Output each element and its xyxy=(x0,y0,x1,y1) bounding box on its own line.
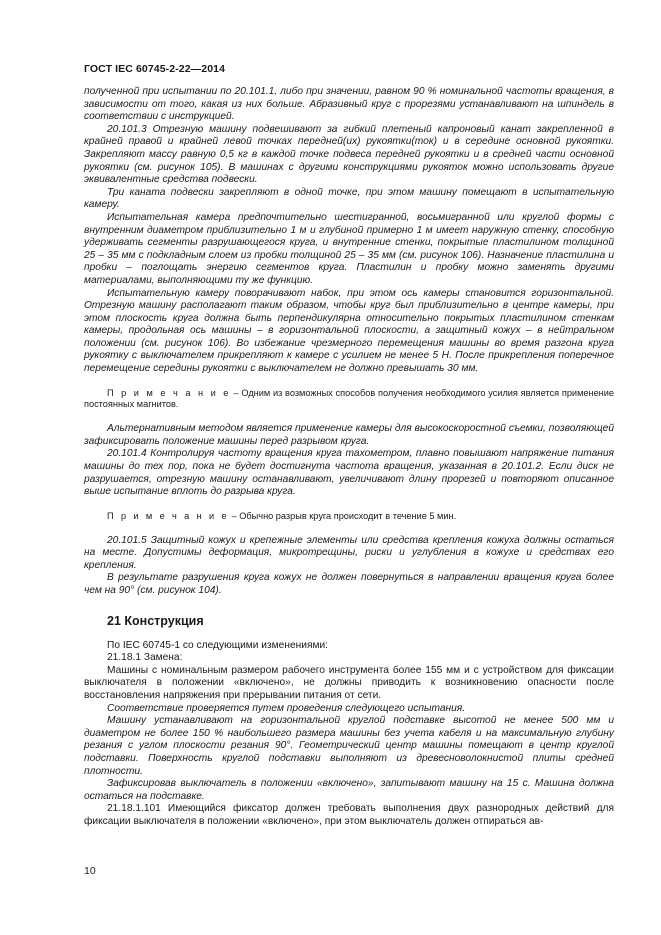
paragraph-21-18-1-101: 21.18.1.101 Имеющийся фиксатор должен требовать выполнения двух разнородных действий для фиксации выключателя в положении «включено», при этом выключатель должен отпираться ав- xyxy=(84,803,614,827)
paragraph: По IEC 60745-1 со следующими изменениями: xyxy=(107,639,328,651)
note-label: П р и м е ч а н и е xyxy=(107,387,231,398)
paragraph: Альтернативным методом является применение камеры для высокоскоростной съемки, позволяющей зафиксировать положение машины перед разрывом круга. xyxy=(84,423,614,447)
paragraph-20-101-3: 20.101.3 Отрезную машину подвешивают за гибкий плетеный капроновый канат закрепленной в крайней правой и крайней левой точках передней(их) рукоятки(ток) и в середине основной рукоятки. Закрепляют массу равную 0,5 кг в каждой точке подвеса передней рукоятки и в средней части основной рукоятки (см. рисунок 105). В машинах с другими конструкциями рукояток можно использовать другие эквивалентные средства подвески. xyxy=(84,123,614,186)
page-content xyxy=(84,86,614,828)
document-header: ГОСТ IEC 60745-2-22—2014 xyxy=(84,63,226,75)
paragraph: Зафиксировав выключатель в положении «включено», запитывают машину на 15 с. Машина должна остаться на подставке. xyxy=(84,778,614,802)
paragraph: Три каната подвески закрепляют в одной точке, при этом машину помещают в испытательную камеру. xyxy=(84,186,614,211)
note-2 xyxy=(84,511,614,523)
paragraph: В результате разрушения круга кожух не должен повернуться в направлении вращения круга более чем на 90° (см. рисунок 104). xyxy=(84,572,614,596)
paragraph: Соответствие проверяется путем проведения следующего испытания. xyxy=(107,702,466,714)
section-title: 21 Конструкция xyxy=(107,613,204,628)
note-1 xyxy=(84,388,614,412)
note-label: П р и м е ч а н и е xyxy=(107,510,230,521)
paragraph: 21.18.1 Замена: xyxy=(107,652,183,664)
note-text: – Обычно разрыв круга происходит в течение 5 мин. xyxy=(229,510,457,521)
paragraph-20-101-4: 20.101.4 Контролируя частоту вращения круга тахометром, плавно повышают напряжение питания машины до тех пор, пока не будет достигнута частота вращения, указанная в 20.101.2. Если диск не разрушается, отрезную машину останавливают, увеличивают длину прорезей и повторяют описанное выше испытание вплоть до разрыва круга. xyxy=(84,448,614,498)
paragraph: Испытательная камера предпочтительно шестигранной, восьмигранной или круглой формы с внутренним диаметром приблизительно 1 м и глубиной примерно 1 м имеет наружную стенку, способную удерживать сегменты разрушающегося круга, и внутренние стенки, покрытые пластилином толщиной 25 – 35 мм с подкладным слоем из пробки толщиной 25 – 35 мм (см. рисунок 106). Назначение пластилина и пробки – поглощать энергию сегментов круга. Пластилин и пробку можно заменять другими материалами, выполняющими ту же функцию. xyxy=(84,211,614,286)
paragraph: Машины с номинальным размером рабочего инструмента более 155 мм и с устройством для фиксации выключателя в положении «включено», не должны приводить к возникновению опасности после восстановления напряжения при прерывании питания от сети. xyxy=(84,664,614,701)
note-text: – Одним из возможных способов получения необходимого усилия является применение постоянных магнитов. xyxy=(84,387,614,410)
page-number: 10 xyxy=(84,865,96,877)
paragraph: полученной при испытании по 20.101.1, либо при значении, равном 90 % номинальной частоты вращения, в зависимости от того, какая из них больше. Абразивный круг с прорезями устанавливают на шпиндель в соответствии с инструкцией. xyxy=(84,86,614,123)
paragraph: Машину устанавливают на горизонтальной круглой подставке высотой не менее 500 мм и диаметром не более 150 % наибольшего размера машины без учета кабеля и на максимальную глубину резания с углом плоскости резания 90°. Геометрический центр машины помещают в центр круглой подставки. Поверхность круглой подставки выполняют из древесноволокнистой плиты средней плотности. xyxy=(84,715,614,777)
paragraph: Испытательную камеру поворачивают набок, при этом ось камеры становится горизонтальной. Отрезную машину располагают таким образом, чтобы круг был приблизительно в центре камеры, при этом плоскость круга должна быть перпендикулярна относительно покрытых пластилином стенкам камеры, продольная ось машины – в горизонтальной плоскости, а защитный кожух – в нейтральном положении (см. рисунок 106). Во избежание чрезмерного перемещения машины во время разгона круга рукоятку с выключателем прикрепляют к камере с усилием не менее 5 Н. После прикрепления поперечное перемещение середины рукоятки с выключателем не должно превышать 30 мм. xyxy=(84,287,614,375)
paragraph-20-101-5: 20.101.5 Защитный кожух и крепежные элементы или средства крепления кожуха должны остаться на месте. Допустимы деформация, микротрещины, риски и углубления в кожухе и средствах его крепления. xyxy=(84,534,614,571)
